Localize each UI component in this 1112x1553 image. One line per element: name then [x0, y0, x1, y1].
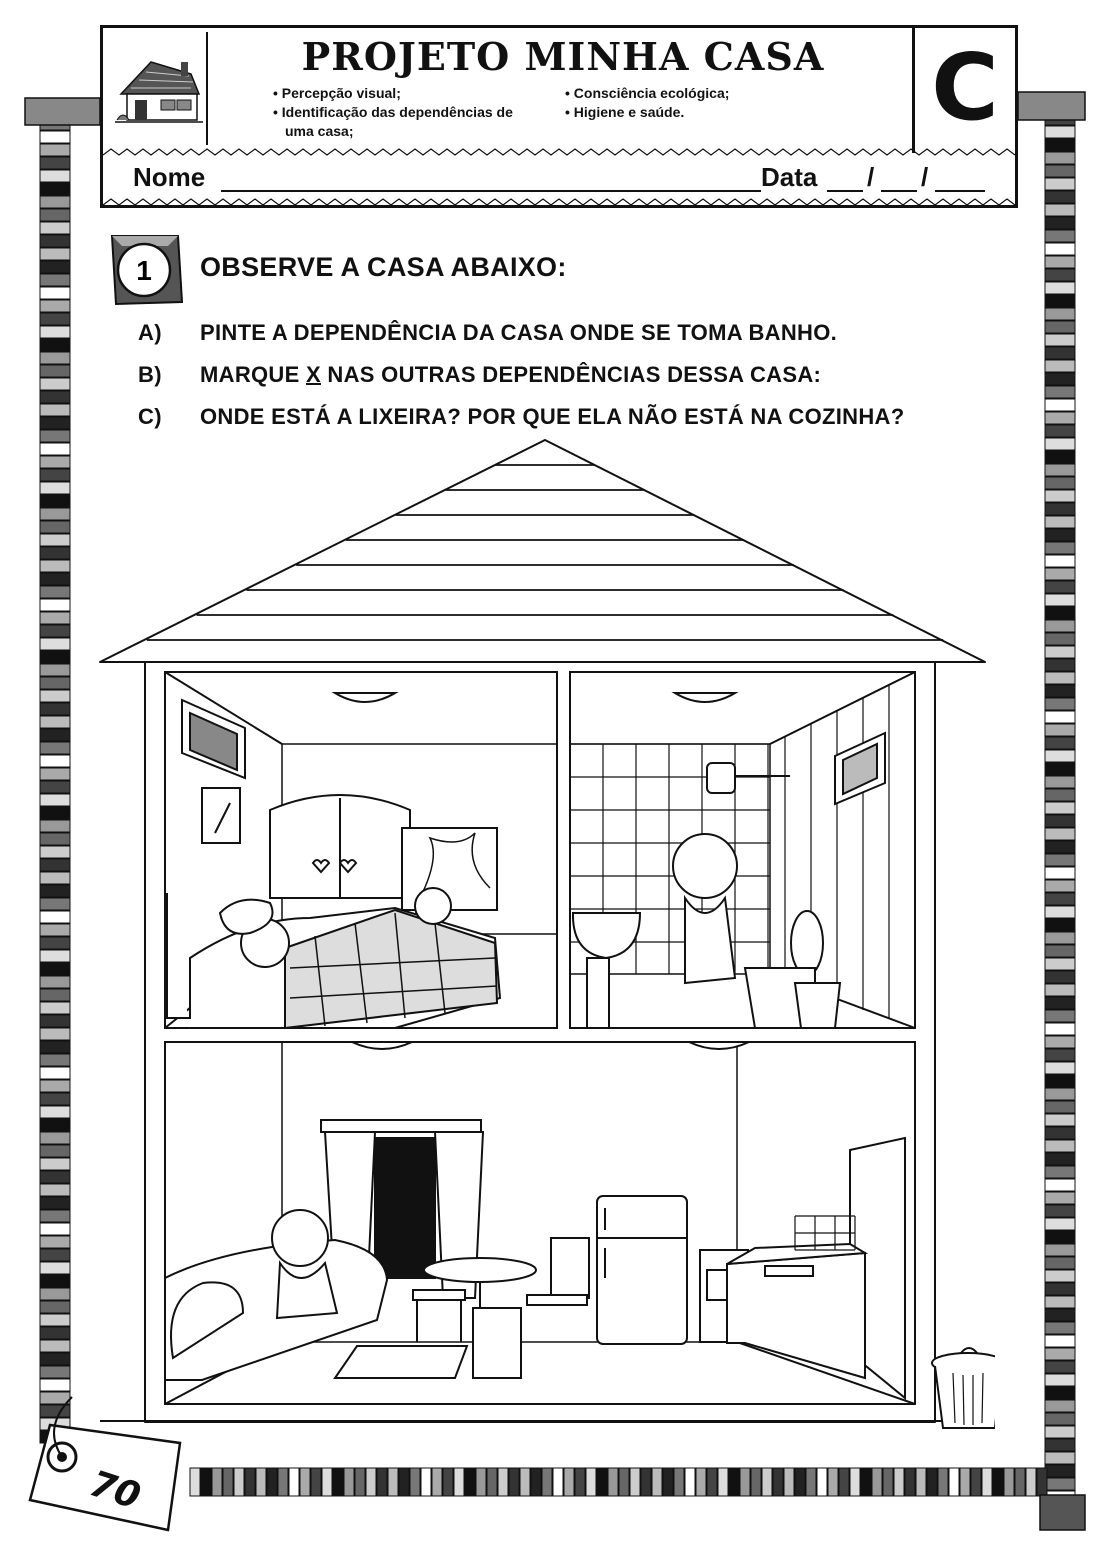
name-field[interactable] [221, 190, 761, 192]
instruction-label: C) [138, 404, 162, 429]
page-number: 70 [84, 1463, 146, 1518]
skill-item: uma casa; [285, 123, 354, 139]
zigzag-divider [103, 198, 1015, 206]
trash-can-icon[interactable] [932, 1348, 995, 1428]
question-number-badge [108, 232, 186, 308]
project-title: PROJETO MINHA CASA [301, 34, 825, 79]
instruction-b [138, 362, 821, 388]
bedroom-illustration[interactable] [165, 672, 557, 1028]
skills-list-left [273, 84, 573, 141]
instruction-text: ONDE ESTÁ A LIXEIRA? POR QUE ELA NÃO ESTÁ NA COZINHA? [200, 404, 905, 429]
date-label: Data [761, 162, 818, 192]
instruction-a [138, 320, 837, 346]
house-logo-icon [111, 32, 206, 145]
instruction-label: B) [138, 362, 162, 387]
skill-item: • Higiene e saúde. [565, 104, 685, 120]
zigzag-divider [103, 148, 1015, 156]
instruction-text: NAS OUTRAS DEPENDÊNCIAS DESSA CASA: [320, 362, 822, 387]
skill-item: • Percepção visual; [273, 85, 401, 101]
date-slash: / [921, 162, 929, 192]
date-month-field[interactable] [881, 190, 917, 192]
instruction-text: MARQUE [200, 362, 306, 387]
house-illustration [95, 438, 995, 1453]
mark-x: X [306, 362, 321, 387]
instruction-text: PINTE A DEPENDÊNCIA DA CASA ONDE SE TOMA BANHO. [200, 320, 838, 345]
house-logo [111, 32, 208, 145]
skill-item: • Identificação das dependências de [273, 104, 513, 120]
date-slash: / [867, 162, 875, 192]
skills-list-right [565, 84, 795, 122]
level-letter-cell [912, 28, 1015, 153]
question-title: OBSERVE A CASA ABAIXO: [200, 252, 567, 282]
level-letter: C [931, 34, 999, 141]
page-number-tag [20, 1395, 200, 1535]
worksheet-header [100, 25, 1018, 208]
instruction-label: A) [138, 320, 162, 345]
instruction-c [138, 404, 904, 430]
bathroom-illustration[interactable] [570, 672, 915, 1028]
skill-item: • Consciência ecológica; [565, 85, 730, 101]
name-date-row [133, 158, 993, 198]
header-top-row [103, 28, 1015, 153]
name-label: Nome [133, 162, 206, 192]
question-number: 1 [136, 255, 152, 286]
date-year-field[interactable] [935, 190, 985, 192]
date-day-field[interactable] [827, 190, 863, 192]
roof [100, 440, 985, 662]
